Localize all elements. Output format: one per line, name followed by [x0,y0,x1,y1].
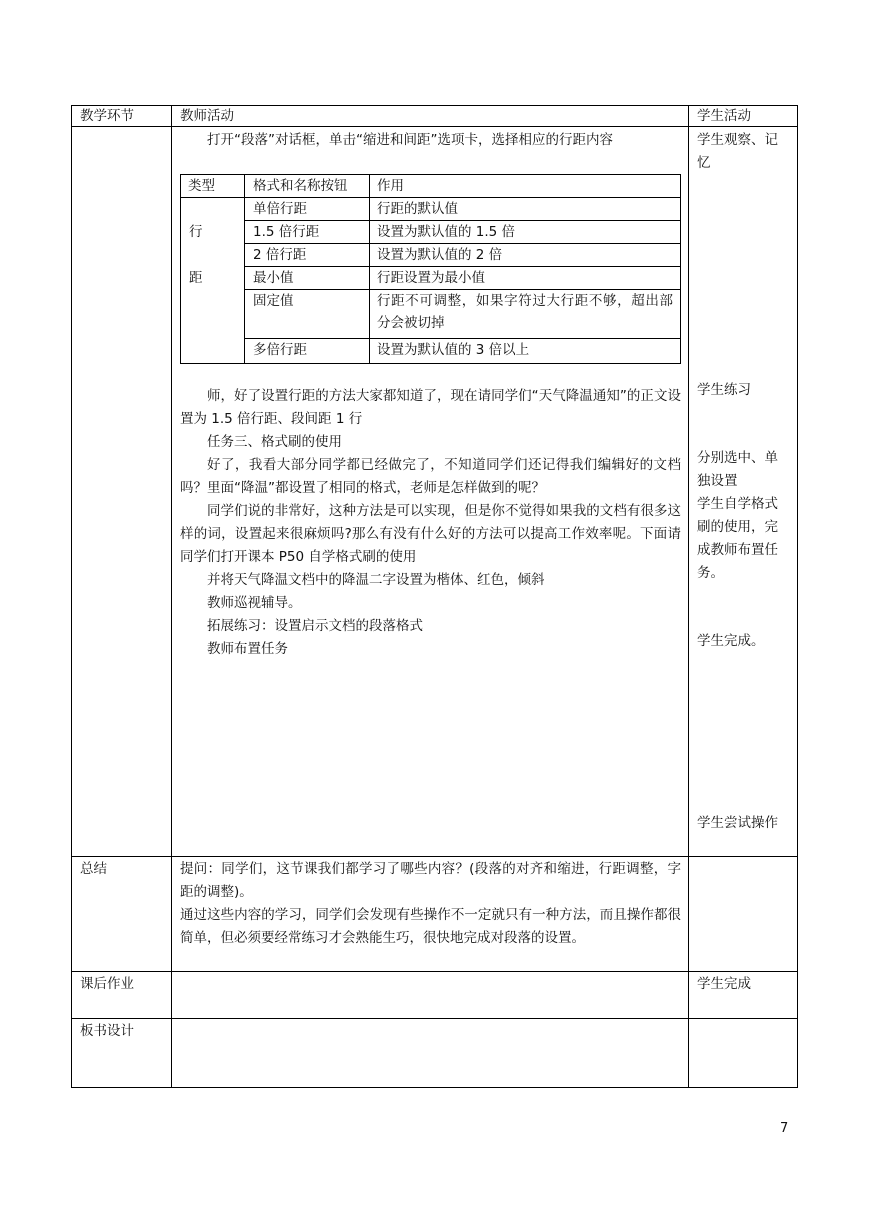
inner-header-effect: 作用 [377,178,404,194]
summary-conclusion: 通过这些内容的学习，同学们会发现有些操作不一定就只有一种方法，而且操作都很简单，但必须要经常练习才会熟能生巧，很快地完成对段落的设置。 [180,907,681,946]
row-effect: 行距设置为最小值 [377,270,485,286]
student-note: 学生观察、记忆 [697,132,778,171]
board-design-label: 板书设计 [80,1023,134,1039]
type-label-hang: 行 [189,224,203,240]
inner-header-format: 格式和名称按钮 [253,178,348,194]
student-note: 学生练习 [697,382,751,398]
homework-student: 学生完成 [697,976,751,992]
intro-text: 打开“段落”对话框，单击“缩进和间距”选项卡，选择相应的行距内容 [207,132,613,148]
paragraph: 好了，我看大部分同学都已经做完了，不知道同学们还记得我们编辑好的文档吗？里面“降温”都设置了相同的格式，老师是怎样做到的呢？ [180,457,681,496]
header-teacher-activity: 教师活动 [180,108,234,124]
teacher-paragraphs [180,385,681,661]
student-note: 学生自学格式刷的使用，完成教师布置任务。 [697,496,778,581]
row-name: 多倍行距 [253,342,307,358]
intro-paragraph [180,129,681,152]
paragraph: 师，好了设置行距的方法大家都知道了，现在请同学们“天气降温通知”的正文设置为 1.5 倍行距、段间距 1 行 [180,388,681,427]
summary-content [180,858,681,950]
paragraph: 拓展练习：设置启示文档的段落格式 [207,618,423,634]
inner-header-type: 类型 [188,178,215,194]
homework-label: 课后作业 [80,976,134,992]
header-student-activity: 学生活动 [697,108,751,124]
row-name: 固定值 [253,293,294,309]
type-label-ju: 距 [189,270,203,286]
line-spacing-table [180,174,681,364]
row-name: 单倍行距 [253,201,307,217]
row-effect: 设置为默认值的 1.5 倍 [377,224,516,240]
page-number: 7 [780,1121,789,1136]
row-name: 最小值 [253,270,294,286]
row-effect: 行距的默认值 [377,201,458,217]
summary-question: 提问：同学们，这节课我们都学习了哪些内容？(段落的对齐和缩进，行距调整，字距的调整)。 [180,861,681,900]
row-name: 2 倍行距 [253,247,307,263]
paragraph: 同学们说的非常好，这种方法是可以实现，但是你不觉得如果我的文档有很多这样的词，设置起来很麻烦吗?那么有没有什么好的方法可以提高工作效率呢。下面请同学们打开课本 P50 自学格式刷的使用 [180,503,681,565]
student-note: 分别选中、单独设置 [697,450,778,489]
row-effect: 设置为默认值的 3 倍以上 [377,342,530,358]
row-effect: 行距不可调整，如果字符过大行距不够，超出部分会被切掉 [377,293,673,331]
paragraph: 任务三、格式刷的使用 [207,434,342,450]
row-effect: 设置为默认值的 2 倍 [377,247,503,263]
student-note: 学生完成。 [697,633,765,649]
paragraph: 并将天气降温文档中的降温二字设置为楷体、红色，倾斜 [207,572,545,588]
student-note: 学生尝试操作 [697,815,778,831]
row-name: 1.5 倍行距 [253,224,320,240]
paragraph: 教师布置任务 [207,641,288,657]
header-stage: 教学环节 [80,108,134,124]
summary-label: 总结 [80,861,107,877]
paragraph: 教师巡视辅导。 [207,595,302,611]
